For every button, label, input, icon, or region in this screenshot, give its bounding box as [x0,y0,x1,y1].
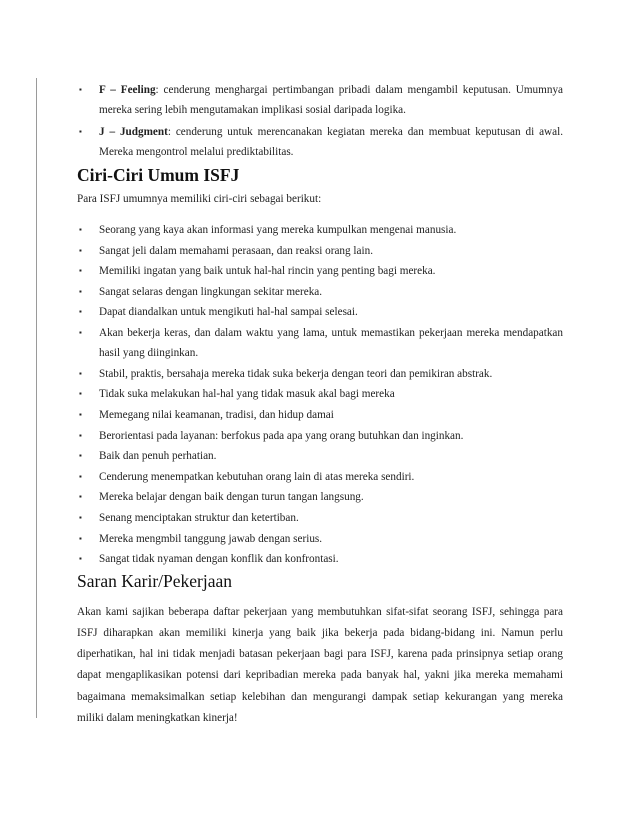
list-item-term: J – Judgment [99,126,168,138]
list-item-text: : cenderung menghargai pertimbangan pribadi dalam mengambil keputusan. Umumnya mereka sering lebih mengutamakan implikasi sosial daripada logika. [99,84,564,116]
list-item [77,261,563,281]
document-page [77,80,563,729]
list-item [77,529,563,549]
preference-list [77,80,563,162]
list-item-text: Sangat selaras dengan lingkungan sekitar mereka. [99,285,323,298]
bullet-icon: ▪ [79,471,82,481]
section-lead: Para ISFJ umumnya memiliki ciri-ciri sebagai berikut: [77,193,322,205]
list-item [77,323,563,363]
list-item-text: Akan bekerja keras, dan dalam waktu yang lama, untuk memastikan pekerjaan mereka mendapatkan hasil yang diinginkan. [99,326,563,360]
list-item-text: Dapat diandalkan untuk mengikuti hal-hal sampai selesai. [99,306,358,319]
list-item [77,446,563,466]
bullet-icon: ▪ [79,492,82,502]
list-item [77,487,563,507]
list-item-text: Seorang yang kaya akan informasi yang mereka kumpulkan mengenai manusia. [99,224,457,236]
list-item [77,364,563,384]
traits-list [77,220,563,569]
bullet-icon: ▪ [79,512,82,522]
list-item-text: Baik dan penuh perhatian. [99,450,217,463]
list-item-text: Mereka belajar dengan baik dengan turun tangan langsung. [99,491,364,504]
list-item-text: Sangat jeli dalam memahami perasaan, dan reaksi orang lain. [99,244,373,257]
bullet-icon: ▪ [79,327,82,337]
bullet-icon: ▪ [79,127,82,136]
list-item [77,80,563,120]
list-item-term: F – Feeling [99,84,156,96]
bullet-icon: ▪ [79,533,82,543]
list-item [77,508,563,528]
list-item [77,549,563,569]
list-item-text: Senang menciptakan struktur dan ketertiban. [99,511,299,524]
list-item [77,241,563,261]
section-heading-career: Saran Karir/Pekerjaan [77,570,232,591]
list-item [77,302,563,322]
list-item [77,384,563,404]
page-margin-rule [36,78,37,718]
list-item-text: Tidak suka melakukan hal-hal yang tidak masuk akal bagi mereka [99,388,395,401]
list-item-text: Sangat tidak nyaman dengan konflik dan konfrontasi. [99,553,339,566]
list-item-text: Cenderung menempatkan kebutuhan orang lain di atas mereka sendiri. [99,470,415,483]
list-item-text: Berorientasi pada layanan: berfokus pada apa yang orang butuhkan dan inginkan. [99,429,464,442]
bullet-icon: ▪ [79,368,82,378]
bullet-icon: ▪ [79,245,82,255]
list-item-text: Mereka mengmbil tanggung jawab dengan serius. [99,532,323,545]
bullet-icon: ▪ [79,430,82,440]
bullet-icon: ▪ [79,85,82,94]
bullet-icon: ▪ [79,451,82,461]
list-item [77,467,563,487]
list-item [77,220,563,240]
list-item [77,282,563,302]
list-item [77,122,563,162]
bullet-icon: ▪ [79,389,82,399]
list-item [77,426,563,446]
section-heading-isfj-traits: Ciri-Ciri Umum ISFJ [77,165,240,185]
list-item-text: : cenderung untuk merencanakan kegiatan mereka dan membuat keputusan di awal. Mereka mengontrol melalui prediktabilitas. [99,126,563,158]
list-item-text: Memegang nilai keamanan, tradisi, dan hidup damai [99,408,334,421]
bullet-icon: ▪ [79,225,82,234]
bullet-icon: ▪ [79,554,82,564]
list-item [77,405,563,425]
bullet-icon: ▪ [79,409,82,419]
list-item-text: Stabil, praktis, bersahaja mereka tidak suka bekerja dengan teori dan pemikiran abstrak. [99,367,493,380]
list-item-text: Memiliki ingatan yang baik untuk hal-hal rincin yang penting bagi mereka. [99,265,436,278]
career-paragraph: Akan kami sajikan beberapa daftar pekerjaan yang membutuhkan sifat-sifat seorang ISFJ, sehingga para ISFJ diharapkan akan memiliki kinerja yang baik jika bekerja pada bidang-bidang ini. Namun perlu diperhatikan, hal ini tidak menjadi batasan pekerjaan bagi para ISFJ, karena pada prinsipnya setiap orang dapat mengaplikasikan potensi dari kepribadian mereka pada banyak hal, yakni jika mereka memahami bagaimana memaksimalkan setiap kelebihan dan mengurangi dampak setiap kekurangan yang mereka miliki dalam meningkatkan kinerja! [77,605,563,724]
bullet-icon: ▪ [79,286,82,296]
bullet-icon: ▪ [79,307,82,317]
bullet-icon: ▪ [79,266,82,276]
